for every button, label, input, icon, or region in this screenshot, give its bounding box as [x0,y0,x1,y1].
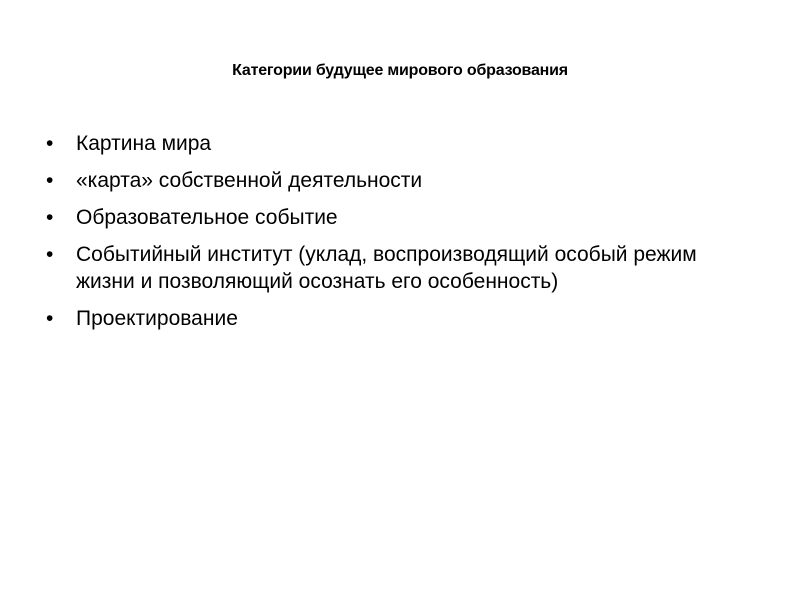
bullet-icon: • [46,307,54,330]
slide-title: Категории будущее мирового образования [232,62,568,79]
list-item-text: Проектирование [76,307,238,330]
list-item [42,204,742,231]
bullet-icon: • [46,243,54,266]
list-item-text: «карта» собственной деятельности [76,169,423,192]
list-item [42,305,742,332]
bullet-icon: • [46,206,54,229]
bullet-list [42,130,742,342]
list-item-text: Образовательное событие [76,206,338,229]
bullet-icon: • [46,132,54,155]
list-item-text: Картина мира [76,132,212,155]
bullet-icon: • [46,169,54,192]
list-item [42,167,742,194]
list-item-text: Событийный институт (уклад, воспроизводящий особый режим жизни и позволяющий осознать его особенность) [76,243,697,293]
list-item [42,130,742,157]
list-item [42,241,742,295]
